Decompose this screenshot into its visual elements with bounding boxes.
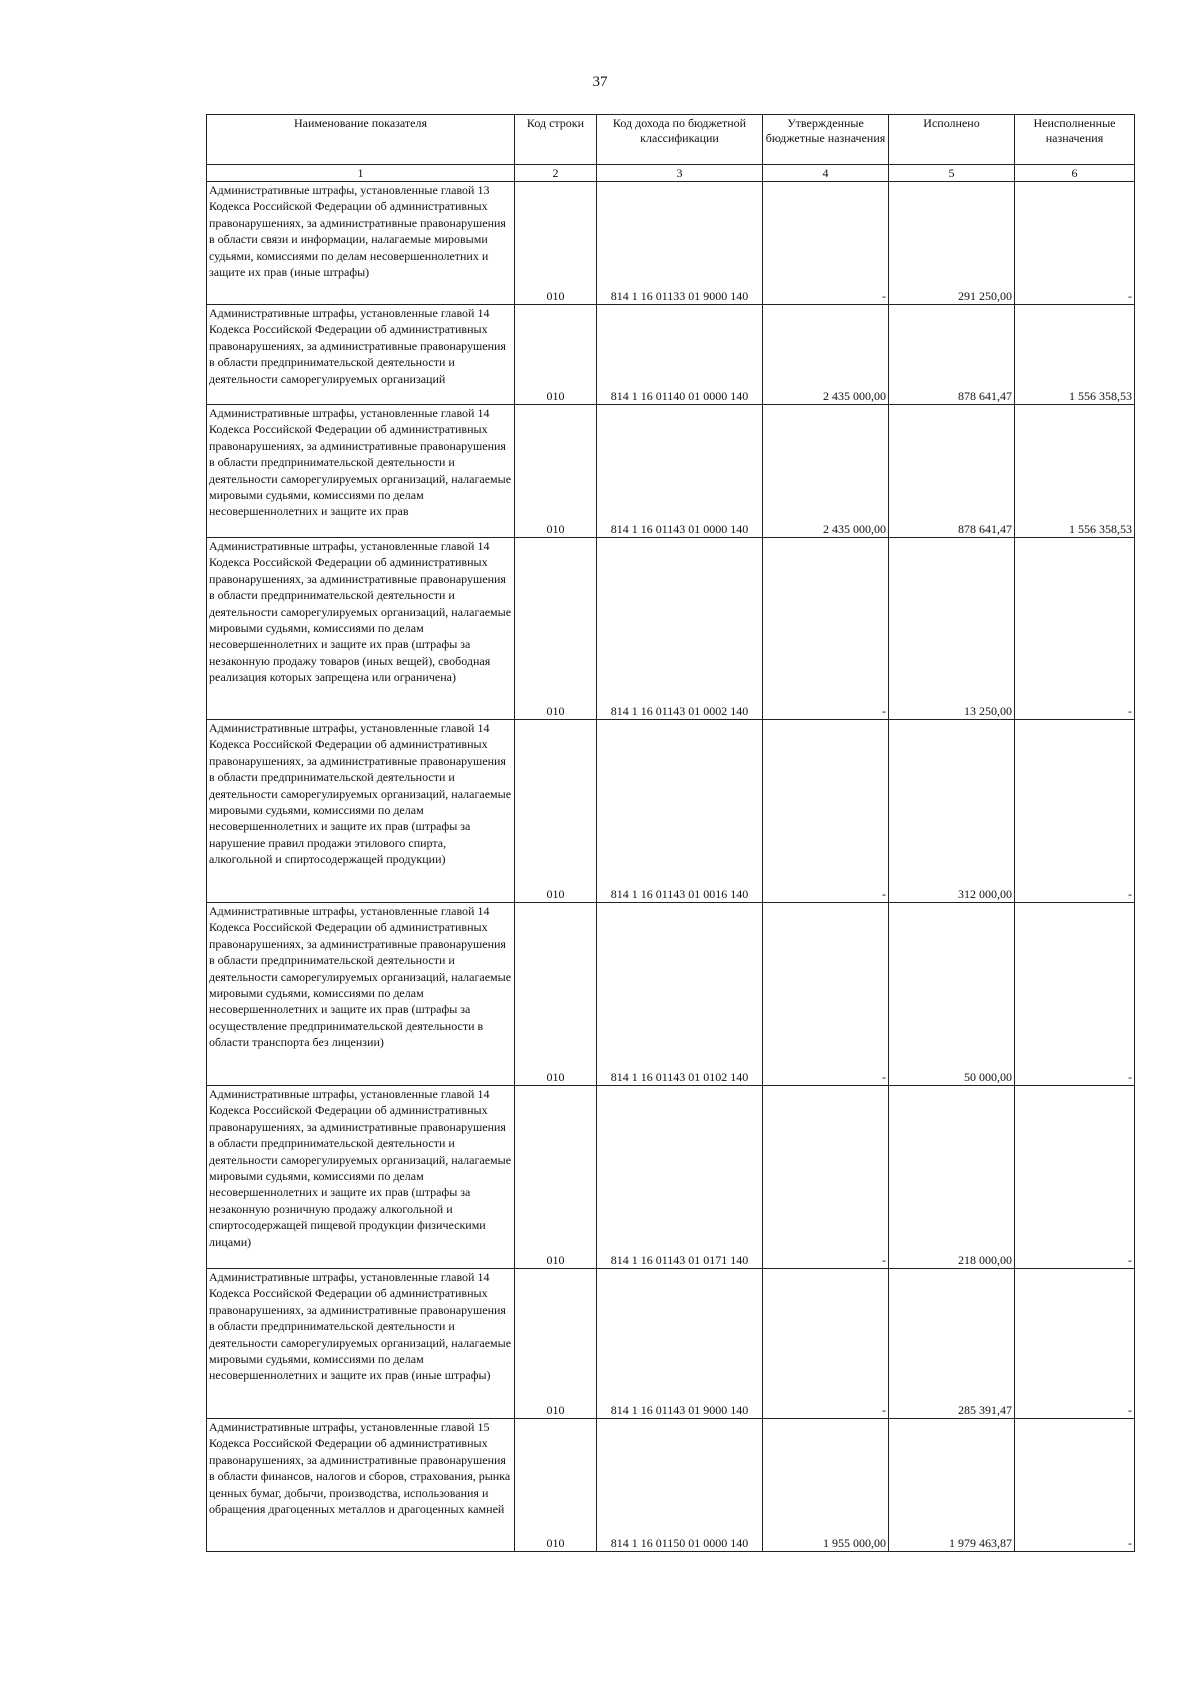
income-code: 814 1 16 01143 01 9000 140 <box>597 1269 763 1419</box>
table-row <box>207 405 1135 538</box>
approved-amount: 1 955 000,00 <box>763 1419 889 1552</box>
unexecuted-amount: - <box>1015 720 1135 903</box>
indicator-name: Административные штрафы, установленные главой 15 Кодекса Российской Федерации об административных правонарушениях, за административные правонарушения в области финансов, налогов и сборов, страхования, рынка ценных бумаг, добычи, производства, использования и обращения драгоценных металлов и драгоценных камней <box>207 1419 515 1552</box>
executed-amount: 218 000,00 <box>889 1086 1015 1269</box>
column-number: 5 <box>889 165 1015 182</box>
income-code: 814 1 16 01150 01 0000 140 <box>597 1419 763 1552</box>
line-code: 010 <box>515 305 597 405</box>
column-number: 4 <box>763 165 889 182</box>
header-executed: Исполнено <box>889 115 1015 165</box>
executed-amount: 13 250,00 <box>889 538 1015 720</box>
indicator-name: Административные штрафы, установленные главой 13 Кодекса Российской Федерации об административных правонарушениях, за административные правонарушения в области связи и информации, налагаемые мировыми судьями, комиссиями по делам несовершеннолетних и защите их прав (иные штрафы) <box>207 182 515 305</box>
unexecuted-amount: - <box>1015 1086 1135 1269</box>
unexecuted-amount: - <box>1015 1269 1135 1419</box>
approved-amount: - <box>763 720 889 903</box>
income-code: 814 1 16 01143 01 0000 140 <box>597 405 763 538</box>
line-code: 010 <box>515 405 597 538</box>
header-unexecuted: Неисполненные назначения <box>1015 115 1135 165</box>
table-header-row <box>207 115 1135 165</box>
approved-amount: - <box>763 1269 889 1419</box>
column-number: 6 <box>1015 165 1135 182</box>
approved-amount: 2 435 000,00 <box>763 405 889 538</box>
income-code: 814 1 16 01143 01 0002 140 <box>597 538 763 720</box>
income-code: 814 1 16 01140 01 0000 140 <box>597 305 763 405</box>
table-row <box>207 720 1135 903</box>
column-numbers-row <box>207 165 1135 182</box>
column-number: 1 <box>207 165 515 182</box>
approved-amount: - <box>763 1086 889 1269</box>
executed-amount: 1 979 463,87 <box>889 1419 1015 1552</box>
income-code: 814 1 16 01143 01 0016 140 <box>597 720 763 903</box>
budget-execution-table <box>206 114 1135 1552</box>
approved-amount: - <box>763 182 889 305</box>
income-code: 814 1 16 01143 01 0171 140 <box>597 1086 763 1269</box>
indicator-name: Административные штрафы, установленные главой 14 Кодекса Российской Федерации об административных правонарушениях, за административные правонарушения в области предпринимательской деятельности и деятельности саморегулируемых организаций, налагаемые мировыми судьями, комиссиями по делам несовершеннолетних и защите их прав (штрафы за незаконную розничную продажу алкогольной и спиртосодержащей пищевой продукции физическими лицами) <box>207 1086 515 1269</box>
line-code: 010 <box>515 1269 597 1419</box>
income-code: 814 1 16 01133 01 9000 140 <box>597 182 763 305</box>
table-row <box>207 1269 1135 1419</box>
indicator-name: Административные штрафы, установленные главой 14 Кодекса Российской Федерации об административных правонарушениях, за административные правонарушения в области предпринимательской деятельности и деятельности саморегулируемых организаций, налагаемые мировыми судьями, комиссиями по делам несовершеннолетних и защите их прав (штрафы за осуществление предпринимательской деятельности в области транспорта без лицензии) <box>207 903 515 1086</box>
table-row <box>207 1419 1135 1552</box>
unexecuted-amount: 1 556 358,53 <box>1015 405 1135 538</box>
line-code: 010 <box>515 720 597 903</box>
executed-amount: 50 000,00 <box>889 903 1015 1086</box>
table-row <box>207 903 1135 1086</box>
table-row <box>207 538 1135 720</box>
indicator-name: Административные штрафы, установленные главой 14 Кодекса Российской Федерации об административных правонарушениях, за административные правонарушения в области предпринимательской деятельности и деятельности саморегулируемых организаций <box>207 305 515 405</box>
table-row <box>207 182 1135 305</box>
table-row <box>207 1086 1135 1269</box>
executed-amount: 291 250,00 <box>889 182 1015 305</box>
unexecuted-amount: 1 556 358,53 <box>1015 305 1135 405</box>
line-code: 010 <box>515 1419 597 1552</box>
executed-amount: 285 391,47 <box>889 1269 1015 1419</box>
executed-amount: 878 641,47 <box>889 305 1015 405</box>
line-code: 010 <box>515 1086 597 1269</box>
indicator-name: Административные штрафы, установленные главой 14 Кодекса Российской Федерации об административных правонарушениях, за административные правонарушения в области предпринимательской деятельности и деятельности саморегулируемых организаций, налагаемые мировыми судьями, комиссиями по делам несовершеннолетних и защите их прав (штрафы за незаконную продажу товаров (иных вещей), свободная реализация которых запрещена или ограничена) <box>207 538 515 720</box>
approved-amount: - <box>763 903 889 1086</box>
executed-amount: 312 000,00 <box>889 720 1015 903</box>
approved-amount: 2 435 000,00 <box>763 305 889 405</box>
header-line-code: Код строки <box>515 115 597 165</box>
unexecuted-amount: - <box>1015 538 1135 720</box>
page-number: 37 <box>592 74 608 90</box>
table-row <box>207 305 1135 405</box>
unexecuted-amount: - <box>1015 1419 1135 1552</box>
indicator-name: Административные штрафы, установленные главой 14 Кодекса Российской Федерации об административных правонарушениях, за административные правонарушения в области предпринимательской деятельности и деятельности саморегулируемых организаций, налагаемые мировыми судьями, комиссиями по делам несовершеннолетних и защите их прав <box>207 405 515 538</box>
unexecuted-amount: - <box>1015 182 1135 305</box>
column-number: 3 <box>597 165 763 182</box>
income-code: 814 1 16 01143 01 0102 140 <box>597 903 763 1086</box>
header-approved: Утвержденные бюджетные назначения <box>763 115 889 165</box>
indicator-name: Административные штрафы, установленные главой 14 Кодекса Российской Федерации об административных правонарушениях, за административные правонарушения в области предпринимательской деятельности и деятельности саморегулируемых организаций, налагаемые мировыми судьями, комиссиями по делам несовершеннолетних и защите их прав (штрафы за нарушение правил продажи этилового спирта, алкогольной и спиртосодержащей продукции) <box>207 720 515 903</box>
header-indicator-name: Наименование показателя <box>207 115 515 165</box>
executed-amount: 878 641,47 <box>889 405 1015 538</box>
line-code: 010 <box>515 903 597 1086</box>
line-code: 010 <box>515 538 597 720</box>
line-code: 010 <box>515 182 597 305</box>
indicator-name: Административные штрафы, установленные главой 14 Кодекса Российской Федерации об административных правонарушениях, за административные правонарушения в области предпринимательской деятельности и деятельности саморегулируемых организаций, налагаемые мировыми судьями, комиссиями по делам несовершеннолетних и защите их прав (иные штрафы) <box>207 1269 515 1419</box>
header-income-code: Код дохода по бюджетной классификации <box>597 115 763 165</box>
column-number: 2 <box>515 165 597 182</box>
unexecuted-amount: - <box>1015 903 1135 1086</box>
approved-amount: - <box>763 538 889 720</box>
